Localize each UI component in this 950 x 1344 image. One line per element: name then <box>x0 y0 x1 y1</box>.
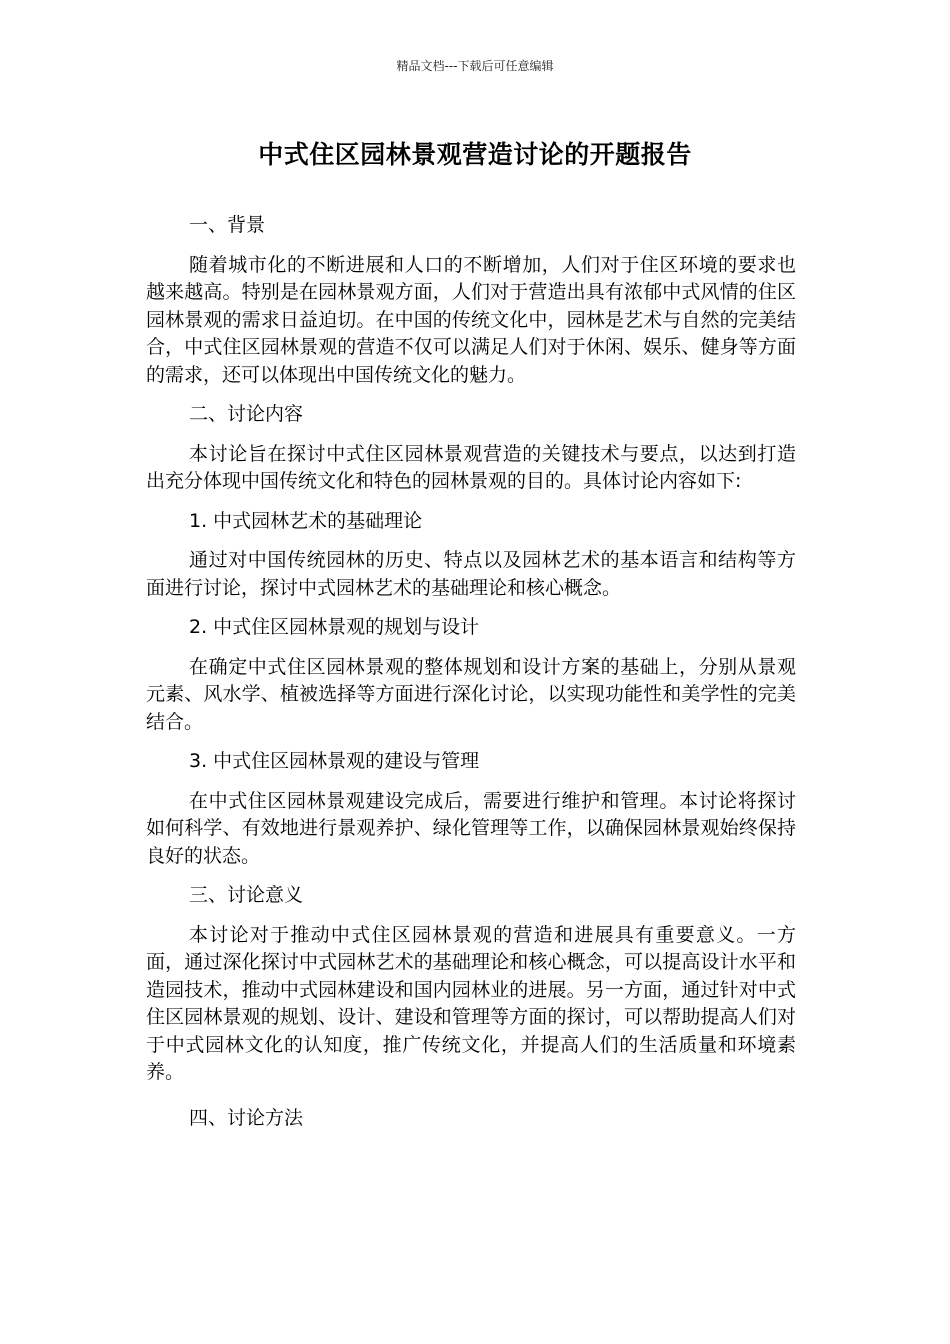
paragraph-significance: 本讨论对于推动中式住区园林景观的营造和进展具有重要意义。一方面，通过深化探讨中式园林艺术的基础理论和核心概念，可以提高设计水平和造园技术，推动中式园林建设和国内园林业的进展。另一方面，通过针对中式住区园林景观的规划、设计、建设和管理等方面的探讨，可以帮助提高人们对于中式园林文化的认知度，推广传统文化，并提高人们的生活质量和环境素养。 <box>146 923 796 1083</box>
paragraph-item-1: 通过对中国传统园林的历史、特点以及园林艺术的基本语言和结构等方面进行讨论，探讨中式园林艺术的基础理论和核心概念。 <box>146 549 796 599</box>
subheading-item-3: 3. 中式住区园林景观的建设与管理 <box>189 750 480 772</box>
page-header-note: 精品文档---下载后可任意编辑 <box>396 59 554 73</box>
document-body <box>146 212 796 1144</box>
subheading-item-2: 2. 中式住区园林景观的规划与设计 <box>189 616 480 638</box>
paragraph-item-3: 在中式住区园林景观建设完成后，需要进行维护和管理。本讨论将探讨如何科学、有效地进行景观养护、绿化管理等工作，以确保园林景观始终保持良好的状态。 <box>146 789 796 867</box>
subheading-item-1: 1. 中式园林艺术的基础理论 <box>189 509 423 532</box>
paragraph-content-intro: 本讨论旨在探讨中式住区园林景观营造的关键技术与要点，以达到打造出充分体现中国传统文化和特色的园林景观的目的。具体讨论内容如下: <box>146 442 796 492</box>
section-heading-significance: 三、讨论意义 <box>189 884 304 906</box>
section-heading-method: 四、讨论方法 <box>189 1106 304 1129</box>
document-title: 中式住区园林景观营造讨论的开题报告 <box>258 140 692 169</box>
section-heading-background: 一、背景 <box>189 214 266 236</box>
paragraph-background: 随着城市化的不断进展和人口的不断增加，人们对于住区环境的要求也越来越高。特别是在园林景观方面，人们对于营造出具有浓郁中式风情的住区园林景观的需求日益迫切。在中国的传统文化中，园林是艺术与自然的完美结合，中式住区园林景观的营造不仅可以满足人们对于休闲、娱乐、健身等方面的需求，还可以体现出中国传统文化的魅力。 <box>146 253 796 386</box>
section-heading-content: 二、讨论内容 <box>189 403 304 425</box>
paragraph-item-2: 在确定中式住区园林景观的整体规划和设计方案的基础上，分别从景观元素、风水学、植被选择等方面进行深化讨论，以实现功能性和美学性的完美结合。 <box>146 655 796 733</box>
